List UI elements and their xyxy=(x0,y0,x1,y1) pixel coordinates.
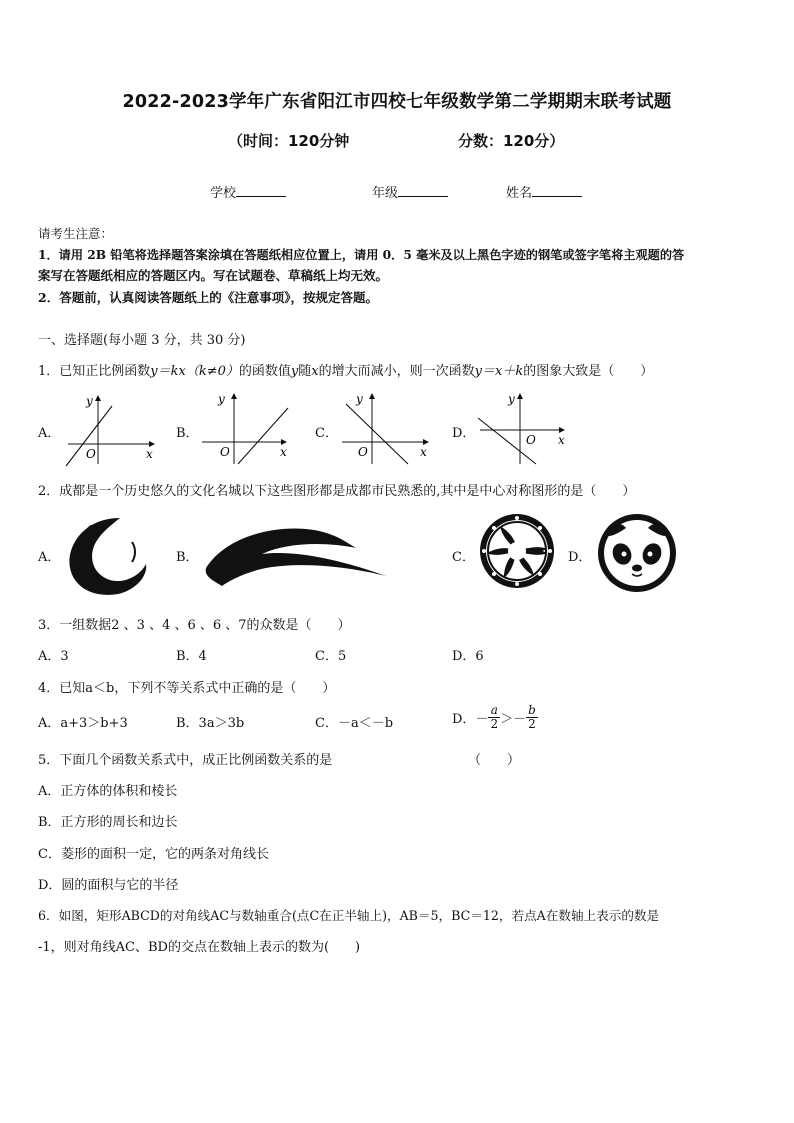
svg-text:x: x xyxy=(420,445,427,459)
q4-option-d[interactable]: D．－ $\frac{a}{2}$ ＞－ $\frac{b}{2}$ xyxy=(452,703,536,731)
q4-option-b[interactable]: B．3a＞3b xyxy=(176,716,245,731)
ornate-ring-figure xyxy=(478,512,556,590)
question-2: 2．成都是一个历史悠久的文化名城以下这些图形都是成都市民熟悉的,其中是中心对称图形的是（ ） xyxy=(38,484,636,499)
q2-option-b[interactable]: B． xyxy=(176,550,199,565)
question-1: 1．已知正比例函数y＝kx（k≠0）的函数值y随x的增大而减小，则一次函数y＝x＋k的图象大致是（ ） xyxy=(38,364,654,379)
svg-text:x: x xyxy=(558,433,565,447)
q3-option-b[interactable]: B．4 xyxy=(176,649,207,664)
notes-line-2: 2．答题前，认真阅读答题纸上的《注意事项》，按规定答题。 xyxy=(38,290,378,305)
q1-option-d[interactable]: D． xyxy=(452,426,476,441)
grade-field[interactable] xyxy=(372,182,448,201)
y-axis-label: y xyxy=(86,394,93,408)
svg-text:y: y xyxy=(356,392,363,406)
question-6-line-1: 6．如图，矩形ABCD的对角线AC与数轴重合(点C在正半轴上)，AB＝5，BC＝12，若点A在数轴上表示的数是 xyxy=(38,908,660,923)
grade-label: 年级 xyxy=(372,186,399,201)
q3-option-a[interactable]: A．3 xyxy=(38,649,69,664)
question-6-line-2: -1，则对角线AC、BD的交点在数轴上表示的数为( ) xyxy=(38,940,361,955)
svg-text:y: y xyxy=(508,392,515,406)
notes-line-1b: 案写在答题纸相应的答题区内。写在试题卷、草稿纸上均无效。 xyxy=(38,268,389,283)
q2-option-a[interactable]: A． xyxy=(38,550,61,565)
fraction-b-over-2: $\frac{b}{2}$ xyxy=(528,703,536,731)
q1-option-b[interactable]: B． xyxy=(176,426,199,441)
q1-graph-d xyxy=(476,390,576,468)
q5-option-d[interactable]: D．圆的面积与它的半径 xyxy=(38,878,179,893)
q4-option-c[interactable]: C．－a＜－b xyxy=(315,716,394,731)
x-axis-label: x xyxy=(146,447,153,461)
grade-blank[interactable] xyxy=(398,184,448,197)
q2-option-c[interactable]: C． xyxy=(452,550,475,565)
q5-answer-paren: （ ） xyxy=(468,753,521,768)
origin-label: O xyxy=(86,447,96,461)
crescent-figure xyxy=(62,512,152,598)
school-blank[interactable] xyxy=(236,184,286,197)
swoosh-figure xyxy=(196,520,396,588)
notes-line-1a: 1．请用 2B 铅笔将选择题答案涂填在答题纸相应位置上，请用 0．5 毫米及以上黑色字迹的钢笔或签字笔将主观题的答 xyxy=(38,248,685,262)
q5-option-c[interactable]: C．菱形的面积一定，它的两条对角线长 xyxy=(38,847,269,862)
school-label: 学校 xyxy=(210,186,237,201)
q1-graph-a xyxy=(60,392,160,468)
svg-text:x: x xyxy=(280,445,287,459)
notes-heading: 请考生注意： xyxy=(38,226,114,241)
q5-option-b[interactable]: B．正方形的周长和边长 xyxy=(38,815,178,830)
question-5: 5．下面几个函数关系式中，成正比例函数关系的是 xyxy=(38,753,333,768)
q1-graph-b xyxy=(198,390,298,468)
page-title: 2022-2023学年广东省阳江市四校七年级数学第二学期期末联考试题 xyxy=(122,92,672,112)
q1-graph-c xyxy=(336,390,436,468)
exam-time: （时间：120分钟 xyxy=(228,132,350,150)
name-label: 姓名 xyxy=(506,186,533,201)
q4-option-a[interactable]: A．a+3＞b+3 xyxy=(38,716,128,731)
panda-figure xyxy=(596,512,678,594)
svg-text:O: O xyxy=(220,445,230,459)
q3-option-c[interactable]: C．5 xyxy=(315,649,347,664)
svg-text:O: O xyxy=(358,445,368,459)
q3-option-d[interactable]: D．6 xyxy=(452,649,484,664)
name-blank[interactable] xyxy=(532,184,582,197)
q1-option-c[interactable]: C． xyxy=(315,426,338,441)
svg-text:y: y xyxy=(218,392,225,406)
q2-option-d[interactable]: D． xyxy=(568,550,592,565)
question-4: 4．已知a＜b，下列不等关系式中正确的是（ ） xyxy=(38,681,336,696)
q5-option-a[interactable]: A．正方体的体积和棱长 xyxy=(38,784,178,799)
name-field[interactable] xyxy=(506,182,582,201)
q1-option-a[interactable]: A． xyxy=(38,426,61,441)
question-3: 3．一组数据2 、3 、4 、6 、6 、7的众数是（ ） xyxy=(38,618,351,633)
svg-text:O: O xyxy=(526,433,536,447)
fraction-a-over-2: $\frac{a}{2}$ xyxy=(490,703,499,731)
exam-score: 分数：120分） xyxy=(458,132,565,150)
section-heading: 一、选择题(每小题 3 分，共 30 分) xyxy=(38,333,246,348)
school-field[interactable] xyxy=(210,182,286,201)
